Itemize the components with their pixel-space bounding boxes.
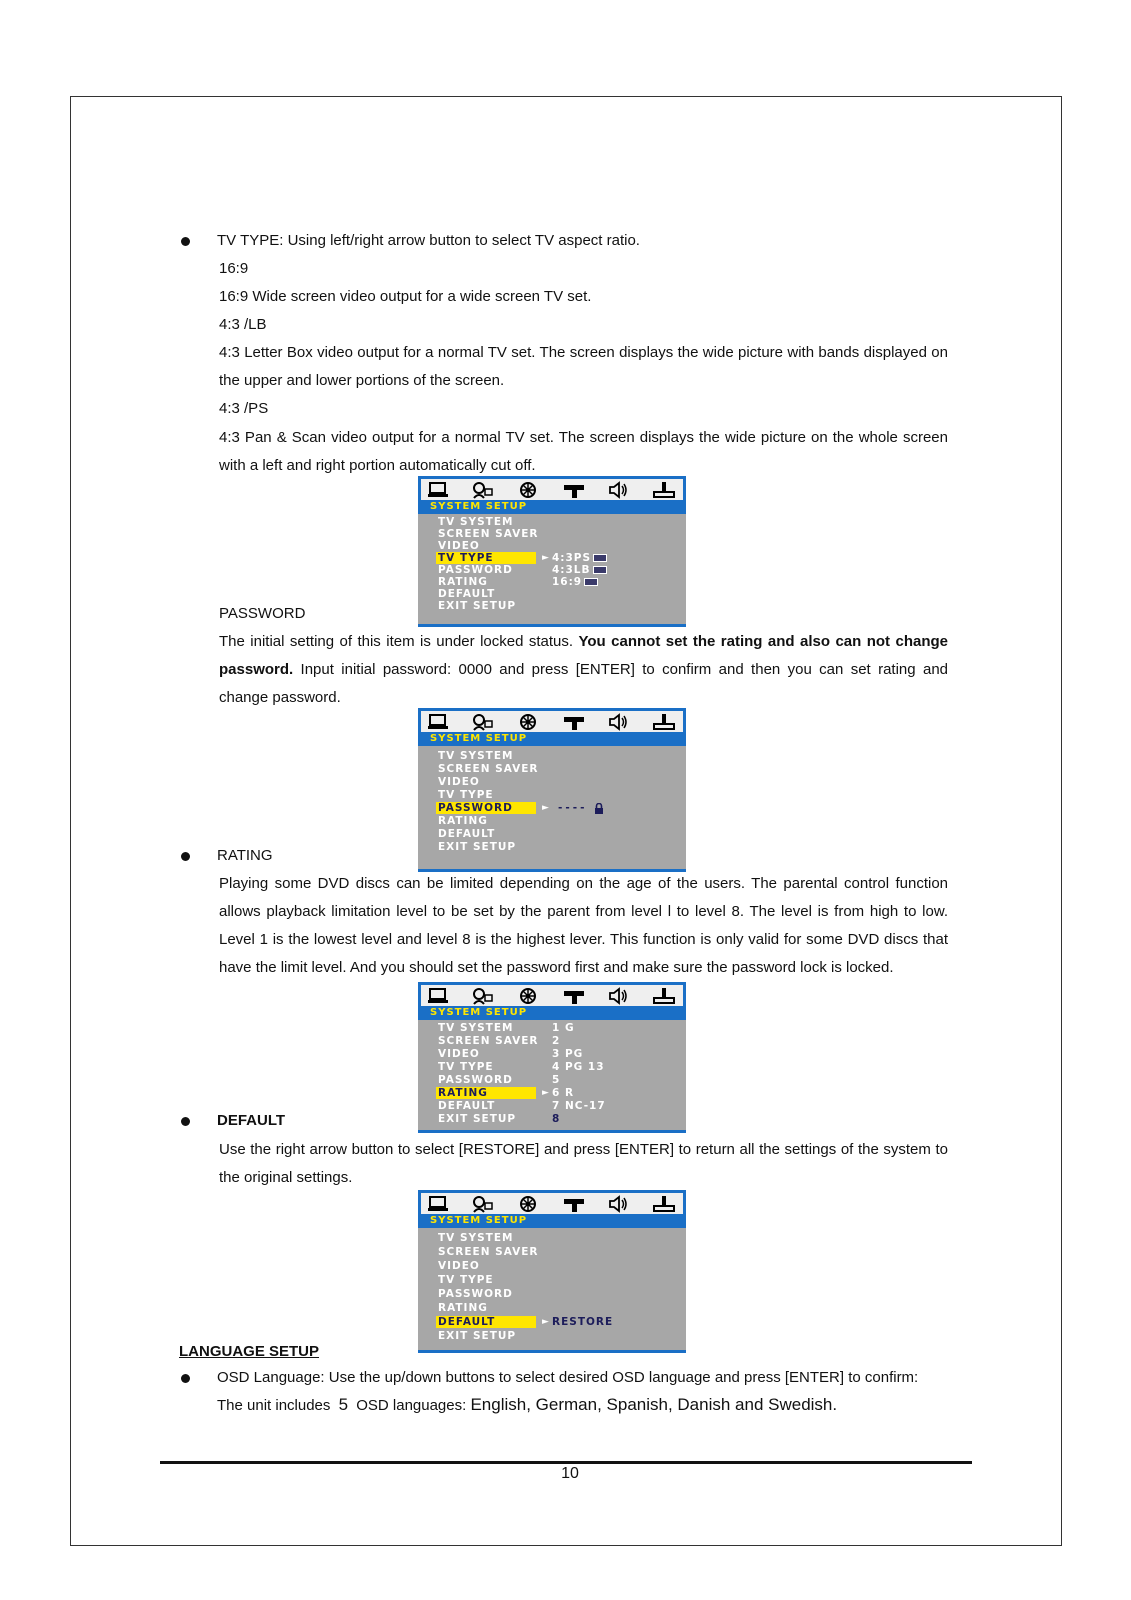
osd-rating-screen — [418, 982, 686, 1133]
menu-tv-system[interactable]: TV SYSTEM — [438, 750, 514, 762]
rating-level-5[interactable]: 5 — [552, 1074, 561, 1086]
lock-icon — [594, 803, 604, 814]
settings-icon — [653, 987, 675, 1005]
menu-default[interactable]: DEFAULT — [438, 588, 496, 600]
osd-language-line: OSD Language: Use the up/down buttons to select desired OSD language and press [ENTER] to confirm: — [217, 1369, 919, 1386]
footer-rule — [160, 1461, 972, 1464]
speaker-icon — [607, 481, 629, 499]
rating-level-7[interactable]: 7 NC-17 — [552, 1100, 606, 1112]
rating-level-4[interactable]: 4 PG 13 — [552, 1061, 605, 1073]
aspect-ratio-icon — [584, 578, 598, 586]
settings-icon — [653, 713, 675, 731]
settings-icon — [653, 481, 675, 499]
arrow-icon: ► — [542, 1317, 550, 1327]
osd-header: SYSTEM SETUP — [418, 1214, 686, 1228]
menu-tv-type-selected[interactable]: TV TYPE — [436, 552, 536, 564]
menu-exit-setup[interactable]: EXIT SETUP — [438, 841, 517, 853]
menu-tv-type[interactable]: TV TYPE — [438, 789, 494, 801]
menu-password[interactable]: PASSWORD — [438, 1074, 513, 1086]
osd-language-count-line: The unit includes 5 OSD languages: English, German, Spanish, Danish and Swedish. — [217, 1395, 838, 1414]
menu-video[interactable]: VIDEO — [438, 776, 480, 788]
menu-password[interactable]: PASSWORD — [438, 564, 513, 576]
default-text: Use the right arrow button to select [RESTORE] and press [ENTER] to return all the settings of the system to the original settings. — [219, 1141, 948, 1186]
osd-icon-bar — [418, 708, 686, 732]
page-number: 10 — [561, 1465, 579, 1482]
menu-screen-saver[interactable]: SCREEN SAVER — [438, 1246, 539, 1258]
osd-header: SYSTEM SETUP — [418, 1006, 686, 1020]
password-input[interactable]: ---- — [558, 802, 604, 814]
menu-tv-type[interactable]: TV TYPE — [438, 1061, 494, 1073]
film-reel-icon — [517, 1195, 539, 1213]
menu-screen-saver[interactable]: SCREEN SAVER — [438, 763, 539, 775]
menu-video[interactable]: VIDEO — [438, 1048, 480, 1060]
option-lb-desc: 4:3 Letter Box video output for a normal TV set. The screen displays the wide picture with bands displayed on the upper and lower portions of the screen. — [219, 344, 948, 389]
option-lb-title: 4:3 /LB — [219, 316, 267, 333]
speaker-icon — [607, 713, 629, 731]
bullet-tv-type — [181, 237, 190, 246]
rating-level-1[interactable]: 1 G — [552, 1022, 575, 1034]
person-icon — [471, 1195, 493, 1213]
rating-level-6[interactable]: 6 R — [552, 1087, 575, 1099]
person-icon — [471, 713, 493, 731]
menu-default[interactable]: DEFAULT — [438, 1100, 496, 1112]
osd-icon-bar — [418, 982, 686, 1006]
rating-level-8[interactable]: 8 — [552, 1113, 561, 1125]
menu-tv-system[interactable]: TV SYSTEM — [438, 516, 514, 528]
menu-default[interactable]: DEFAULT — [438, 828, 496, 840]
tv-type-intro: TV TYPE: Using left/right arrow button to select TV aspect ratio. — [217, 232, 640, 249]
menu-default-selected[interactable]: DEFAULT — [436, 1316, 536, 1328]
password-text: The initial setting of this item is under locked status. You cannot set the rating and also can not change password. Input initial password: 0000 and press [ENTER] to confirm and then you can set rating and change password. — [219, 633, 948, 706]
menu-tv-type[interactable]: TV TYPE — [438, 1274, 494, 1286]
rating-level-2[interactable]: 2 — [552, 1035, 561, 1047]
osd-header: SYSTEM SETUP — [418, 732, 686, 746]
menu-video[interactable]: VIDEO — [438, 540, 480, 552]
menu-password[interactable]: PASSWORD — [438, 1288, 513, 1300]
camera-icon — [563, 481, 585, 499]
menu-exit-setup[interactable]: EXIT SETUP — [438, 1113, 517, 1125]
tv-type-option-4-3ps[interactable]: 4:3PS — [552, 552, 607, 564]
camera-icon — [563, 1195, 585, 1213]
tv-monitor-icon — [427, 1195, 449, 1213]
menu-screen-saver[interactable]: SCREEN SAVER — [438, 1035, 539, 1047]
menu-password-selected[interactable]: PASSWORD — [436, 802, 536, 814]
person-icon — [471, 987, 493, 1005]
film-reel-icon — [517, 481, 539, 499]
menu-exit-setup[interactable]: EXIT SETUP — [438, 1330, 517, 1342]
menu-tv-system[interactable]: TV SYSTEM — [438, 1022, 514, 1034]
menu-video[interactable]: VIDEO — [438, 1260, 480, 1272]
osd-icon-bar — [418, 1190, 686, 1214]
restore-option[interactable]: RESTORE — [552, 1316, 614, 1328]
camera-icon — [563, 987, 585, 1005]
osd-password-screen — [418, 708, 686, 872]
person-icon — [471, 481, 493, 499]
arrow-icon: ► — [542, 803, 550, 813]
film-reel-icon — [517, 713, 539, 731]
default-title: DEFAULT — [217, 1112, 286, 1129]
password-title: PASSWORD — [219, 605, 306, 622]
tv-monitor-icon — [427, 481, 449, 499]
bullet-rating — [181, 852, 190, 861]
option-16-9-desc: 16:9 Wide screen video output for a wide screen TV set. — [219, 288, 592, 305]
rating-level-3[interactable]: 3 PG — [552, 1048, 584, 1060]
osd-default-screen — [418, 1190, 686, 1353]
speaker-icon — [607, 987, 629, 1005]
speaker-icon — [607, 1195, 629, 1213]
tv-monitor-icon — [427, 987, 449, 1005]
film-reel-icon — [517, 987, 539, 1005]
tv-monitor-icon — [427, 713, 449, 731]
tv-type-option-16-9[interactable]: 16:9 — [552, 576, 598, 588]
osd-bottom-bar — [418, 624, 686, 627]
osd-bottom-bar — [418, 1350, 686, 1353]
osd-tv-type-screen — [418, 476, 686, 627]
camera-icon — [563, 713, 585, 731]
osd-header: SYSTEM SETUP — [418, 500, 686, 514]
bullet-default — [181, 1117, 190, 1126]
menu-rating[interactable]: RATING — [438, 576, 488, 588]
osd-icon-bar — [418, 476, 686, 500]
menu-rating[interactable]: RATING — [438, 1302, 488, 1314]
menu-exit-setup[interactable]: EXIT SETUP — [438, 600, 517, 612]
arrow-icon: ► — [542, 1088, 550, 1098]
rating-text: Playing some DVD discs can be limited depending on the age of the users. The parental control function allows playback limitation level to be set by the parent from level l to level 8. The level is from high to low. Level 1 is the lowest level and level 8 is the highest lever. This function is only valid for some DVD discs that have the limit level. And you should set the password first and make sure the password lock is locked. — [219, 875, 948, 976]
menu-rating[interactable]: RATING — [438, 815, 488, 827]
settings-icon — [653, 1195, 675, 1213]
option-ps-title: 4:3 /PS — [219, 400, 269, 417]
menu-tv-system[interactable]: TV SYSTEM — [438, 1232, 514, 1244]
osd-bottom-bar — [418, 1130, 686, 1133]
aspect-ratio-icon — [593, 554, 607, 562]
tv-type-option-4-3lb[interactable]: 4:3LB — [552, 564, 607, 576]
rating-title: RATING — [217, 847, 273, 864]
arrow-icon: ► — [542, 553, 550, 563]
option-16-9-title: 16:9 — [219, 260, 249, 277]
menu-rating-selected[interactable]: RATING — [436, 1087, 536, 1099]
menu-screen-saver[interactable]: SCREEN SAVER — [438, 528, 539, 540]
language-setup-heading: LANGUAGE SETUP — [179, 1343, 320, 1360]
bullet-osd-language — [181, 1374, 190, 1383]
aspect-ratio-icon — [593, 566, 607, 574]
option-ps-desc: 4:3 Pan & Scan video output for a normal TV set. The screen displays the wide picture on the whole screen with a left and right portion automatically cut off. — [219, 429, 948, 474]
